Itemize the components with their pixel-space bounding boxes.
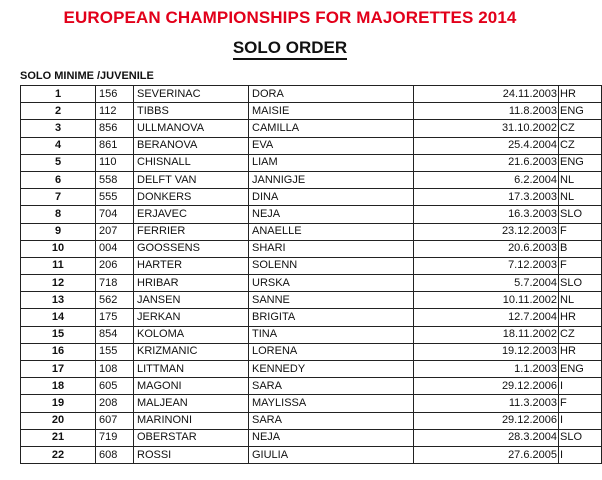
competitor-number-cell: 719 bbox=[96, 429, 134, 446]
table-row bbox=[21, 395, 602, 412]
first-name-cell: SHARI bbox=[249, 240, 414, 257]
table-row bbox=[21, 137, 602, 154]
birth-date-cell: 20.6.2003 bbox=[414, 240, 559, 257]
order-number-cell: 9 bbox=[21, 223, 96, 240]
last-name-cell: BERANOVA bbox=[134, 137, 249, 154]
table-row bbox=[21, 412, 602, 429]
first-name-cell: DINA bbox=[249, 189, 414, 206]
table-row bbox=[21, 223, 602, 240]
table-row bbox=[21, 343, 602, 360]
competitor-number-cell: 607 bbox=[96, 412, 134, 429]
country-cell: HR bbox=[559, 309, 602, 326]
order-number-cell: 21 bbox=[21, 429, 96, 446]
birth-date-cell: 19.12.2003 bbox=[414, 343, 559, 360]
table-row bbox=[21, 309, 602, 326]
country-cell: HR bbox=[559, 86, 602, 103]
order-number-cell: 19 bbox=[21, 395, 96, 412]
last-name-cell: OBERSTAR bbox=[134, 429, 249, 446]
order-number-cell: 17 bbox=[21, 361, 96, 378]
country-cell: HR bbox=[559, 343, 602, 360]
birth-date-cell: 23.12.2003 bbox=[414, 223, 559, 240]
first-name-cell: MAISIE bbox=[249, 103, 414, 120]
last-name-cell: KOLOMA bbox=[134, 326, 249, 343]
table-row bbox=[21, 154, 602, 171]
last-name-cell: LITTMAN bbox=[134, 361, 249, 378]
birth-date-cell: 11.3.2003 bbox=[414, 395, 559, 412]
last-name-cell: CHISNALL bbox=[134, 154, 249, 171]
last-name-cell: TIBBS bbox=[134, 103, 249, 120]
last-name-cell: SEVERINAC bbox=[134, 86, 249, 103]
competitor-number-cell: 605 bbox=[96, 378, 134, 395]
competitor-number-cell: 156 bbox=[96, 86, 134, 103]
competitor-number-cell: 861 bbox=[96, 137, 134, 154]
table-row bbox=[21, 275, 602, 292]
competitor-number-cell: 108 bbox=[96, 361, 134, 378]
country-cell: ENG bbox=[559, 361, 602, 378]
birth-date-cell: 28.3.2004 bbox=[414, 429, 559, 446]
birth-date-cell: 21.6.2003 bbox=[414, 154, 559, 171]
birth-date-cell: 10.11.2002 bbox=[414, 292, 559, 309]
table-row bbox=[21, 361, 602, 378]
country-cell: NL bbox=[559, 292, 602, 309]
order-number-cell: 11 bbox=[21, 257, 96, 274]
competitor-number-cell: 558 bbox=[96, 171, 134, 188]
birth-date-cell: 1.1.2003 bbox=[414, 361, 559, 378]
page-subtitle bbox=[0, 38, 580, 58]
competitor-number-cell: 704 bbox=[96, 206, 134, 223]
birth-date-cell: 16.3.2003 bbox=[414, 206, 559, 223]
table-row bbox=[21, 378, 602, 395]
first-name-cell: SARA bbox=[249, 378, 414, 395]
country-cell: CZ bbox=[559, 120, 602, 137]
last-name-cell: HARTER bbox=[134, 257, 249, 274]
birth-date-cell: 11.8.2003 bbox=[414, 103, 559, 120]
first-name-cell: LIAM bbox=[249, 154, 414, 171]
birth-date-cell: 29.12.2006 bbox=[414, 412, 559, 429]
last-name-cell: FERRIER bbox=[134, 223, 249, 240]
first-name-cell: JANNIGJE bbox=[249, 171, 414, 188]
last-name-cell: HRIBAR bbox=[134, 275, 249, 292]
first-name-cell: KENNEDY bbox=[249, 361, 414, 378]
competitor-number-cell: 207 bbox=[96, 223, 134, 240]
order-number-cell: 3 bbox=[21, 120, 96, 137]
competitor-number-cell: 718 bbox=[96, 275, 134, 292]
table-row bbox=[21, 429, 602, 446]
country-cell: NL bbox=[559, 171, 602, 188]
table-row bbox=[21, 206, 602, 223]
birth-date-cell: 29.12.2006 bbox=[414, 378, 559, 395]
competitor-number-cell: 004 bbox=[96, 240, 134, 257]
first-name-cell: ANAELLE bbox=[249, 223, 414, 240]
order-number-cell: 8 bbox=[21, 206, 96, 223]
last-name-cell: GOOSSENS bbox=[134, 240, 249, 257]
last-name-cell: DONKERS bbox=[134, 189, 249, 206]
competitor-number-cell: 206 bbox=[96, 257, 134, 274]
country-cell: I bbox=[559, 378, 602, 395]
first-name-cell: BRIGITA bbox=[249, 309, 414, 326]
birth-date-cell: 27.6.2005 bbox=[414, 446, 559, 463]
last-name-cell: ROSSI bbox=[134, 446, 249, 463]
order-number-cell: 18 bbox=[21, 378, 96, 395]
section-heading: SOLO MINIME /JUVENILE bbox=[20, 70, 154, 82]
solo-order-table bbox=[20, 85, 602, 464]
first-name-cell: EVA bbox=[249, 137, 414, 154]
table-row bbox=[21, 326, 602, 343]
first-name-cell: SANNE bbox=[249, 292, 414, 309]
country-cell: F bbox=[559, 395, 602, 412]
competitor-number-cell: 155 bbox=[96, 343, 134, 360]
order-number-cell: 14 bbox=[21, 309, 96, 326]
table-row bbox=[21, 240, 602, 257]
order-number-cell: 20 bbox=[21, 412, 96, 429]
first-name-cell: URSKA bbox=[249, 275, 414, 292]
birth-date-cell: 12.7.2004 bbox=[414, 309, 559, 326]
table-row bbox=[21, 189, 602, 206]
country-cell: I bbox=[559, 412, 602, 429]
country-cell: I bbox=[559, 446, 602, 463]
order-number-cell: 13 bbox=[21, 292, 96, 309]
order-number-cell: 15 bbox=[21, 326, 96, 343]
order-number-cell: 5 bbox=[21, 154, 96, 171]
table-row bbox=[21, 103, 602, 120]
first-name-cell: NEJA bbox=[249, 429, 414, 446]
country-cell: ENG bbox=[559, 154, 602, 171]
page-title: EUROPEAN CHAMPIONSHIPS FOR MAJORETTES 2014 bbox=[63, 8, 517, 27]
last-name-cell: MAGONI bbox=[134, 378, 249, 395]
order-number-cell: 6 bbox=[21, 171, 96, 188]
table-row bbox=[21, 171, 602, 188]
birth-date-cell: 25.4.2004 bbox=[414, 137, 559, 154]
competitor-number-cell: 562 bbox=[96, 292, 134, 309]
first-name-cell: LORENA bbox=[249, 343, 414, 360]
birth-date-cell: 6.2.2004 bbox=[414, 171, 559, 188]
last-name-cell: ERJAVEC bbox=[134, 206, 249, 223]
table-row bbox=[21, 446, 602, 463]
birth-date-cell: 18.11.2002 bbox=[414, 326, 559, 343]
table-row bbox=[21, 86, 602, 103]
last-name-cell: ULLMANOVA bbox=[134, 120, 249, 137]
table-row bbox=[21, 292, 602, 309]
first-name-cell: NEJA bbox=[249, 206, 414, 223]
order-number-cell: 4 bbox=[21, 137, 96, 154]
order-number-cell: 2 bbox=[21, 103, 96, 120]
first-name-cell: SARA bbox=[249, 412, 414, 429]
country-cell: CZ bbox=[559, 137, 602, 154]
country-cell: ENG bbox=[559, 103, 602, 120]
order-number-cell: 1 bbox=[21, 86, 96, 103]
birth-date-cell: 7.12.2003 bbox=[414, 257, 559, 274]
country-cell: CZ bbox=[559, 326, 602, 343]
competitor-number-cell: 555 bbox=[96, 189, 134, 206]
last-name-cell: KRIZMANIC bbox=[134, 343, 249, 360]
first-name-cell: MAYLISSA bbox=[249, 395, 414, 412]
competitor-number-cell: 112 bbox=[96, 103, 134, 120]
first-name-cell: TINA bbox=[249, 326, 414, 343]
first-name-cell: GIULIA bbox=[249, 446, 414, 463]
order-number-cell: 12 bbox=[21, 275, 96, 292]
table-row bbox=[21, 257, 602, 274]
last-name-cell: MALJEAN bbox=[134, 395, 249, 412]
order-number-cell: 16 bbox=[21, 343, 96, 360]
birth-date-cell: 31.10.2002 bbox=[414, 120, 559, 137]
first-name-cell: CAMILLA bbox=[249, 120, 414, 137]
order-number-cell: 10 bbox=[21, 240, 96, 257]
competitor-number-cell: 608 bbox=[96, 446, 134, 463]
birth-date-cell: 5.7.2004 bbox=[414, 275, 559, 292]
birth-date-cell: 17.3.2003 bbox=[414, 189, 559, 206]
country-cell: NL bbox=[559, 189, 602, 206]
competitor-number-cell: 110 bbox=[96, 154, 134, 171]
last-name-cell: JANSEN bbox=[134, 292, 249, 309]
table-row bbox=[21, 120, 602, 137]
competitor-number-cell: 856 bbox=[96, 120, 134, 137]
order-number-cell: 22 bbox=[21, 446, 96, 463]
last-name-cell: DELFT VAN bbox=[134, 171, 249, 188]
country-cell: F bbox=[559, 257, 602, 274]
birth-date-cell: 24.11.2003 bbox=[414, 86, 559, 103]
country-cell: SLO bbox=[559, 429, 602, 446]
competitor-number-cell: 208 bbox=[96, 395, 134, 412]
last-name-cell: MARINONI bbox=[134, 412, 249, 429]
order-number-cell: 7 bbox=[21, 189, 96, 206]
competitor-number-cell: 854 bbox=[96, 326, 134, 343]
subtitle-text: SOLO ORDER bbox=[233, 38, 347, 60]
first-name-cell: SOLENN bbox=[249, 257, 414, 274]
country-cell: F bbox=[559, 223, 602, 240]
last-name-cell: JERKAN bbox=[134, 309, 249, 326]
competitor-number-cell: 175 bbox=[96, 309, 134, 326]
first-name-cell: DORA bbox=[249, 86, 414, 103]
country-cell: B bbox=[559, 240, 602, 257]
country-cell: SLO bbox=[559, 206, 602, 223]
country-cell: SLO bbox=[559, 275, 602, 292]
